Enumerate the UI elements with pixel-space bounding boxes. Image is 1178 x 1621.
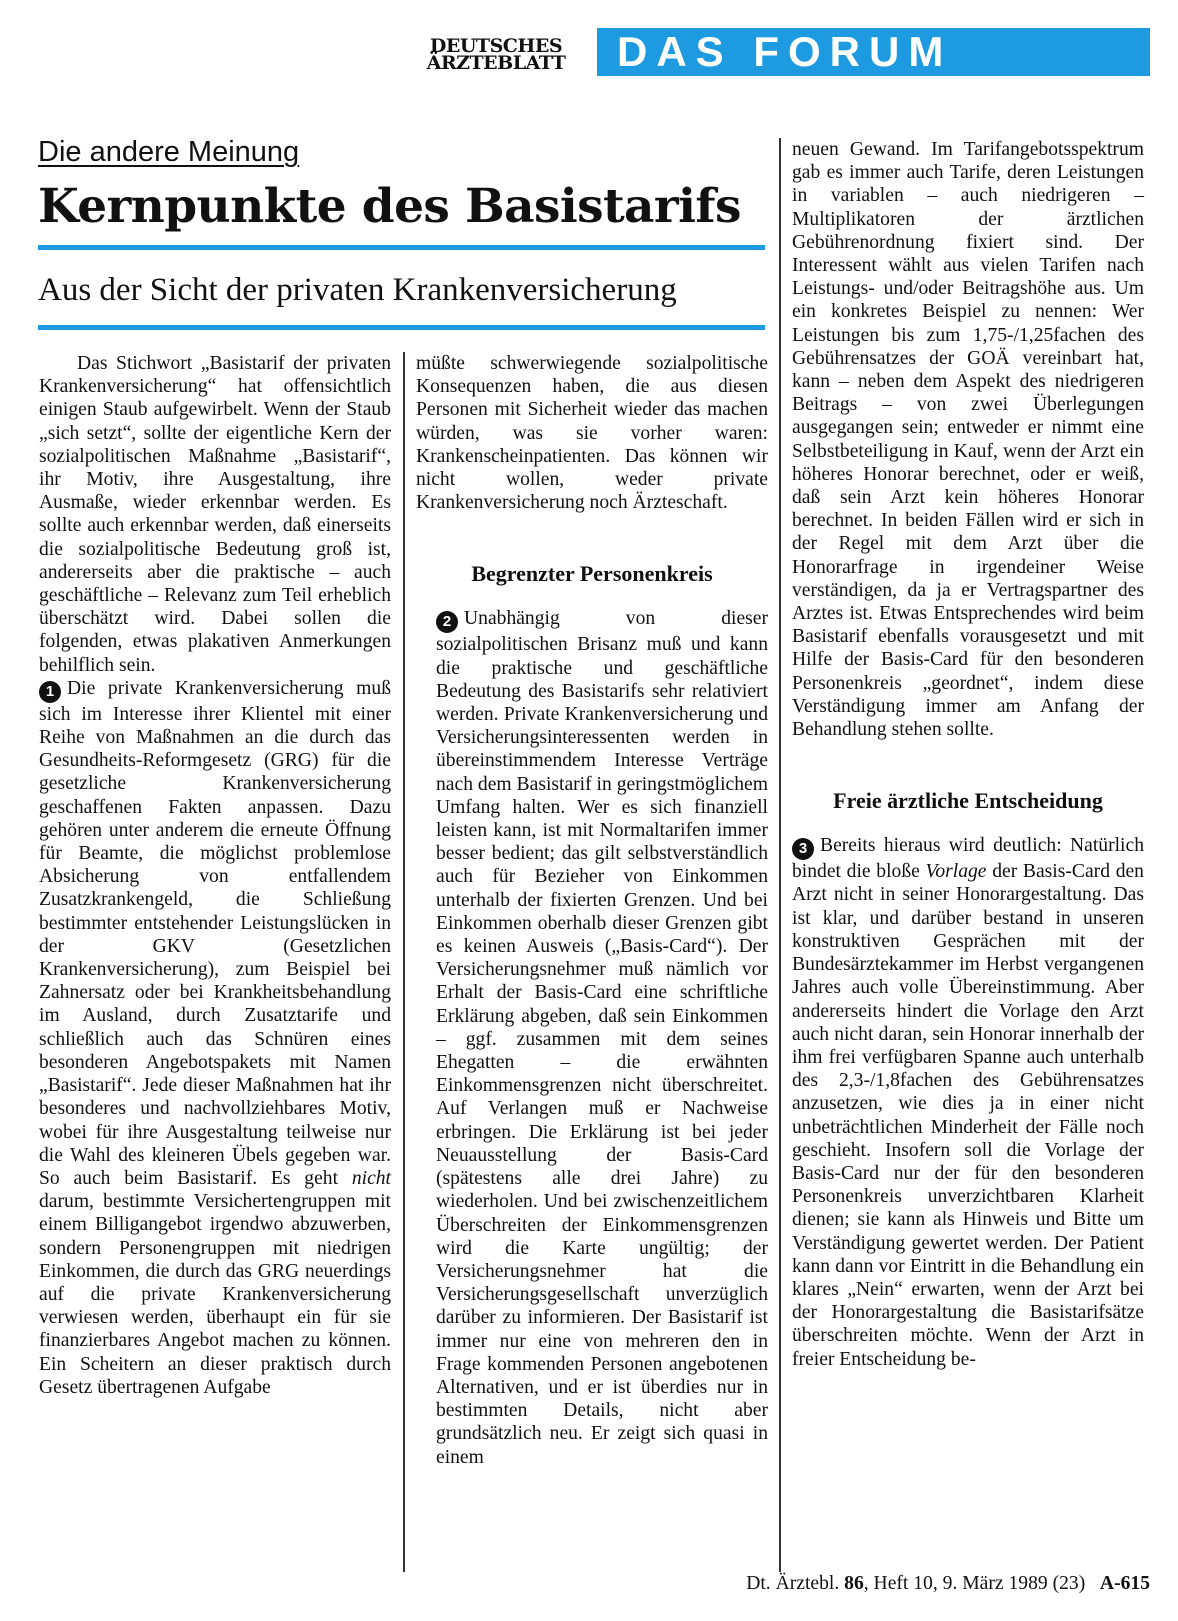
article-subhead: Aus der Sicht der privaten Krankenversicherung	[38, 272, 677, 308]
emphasis: Vorlage	[925, 861, 987, 883]
logo-line-2: ÄRZTEBLATT	[426, 52, 566, 74]
subhead-rule	[38, 325, 765, 330]
text-column-2	[416, 352, 768, 1469]
footer-journal: Dt. Ärztebl.	[746, 1573, 840, 1594]
text-column-1	[39, 352, 391, 1399]
column-divider	[403, 352, 405, 1572]
number-badge: 2	[436, 611, 458, 633]
article-headline: Kernpunkte des Basistarifs	[38, 179, 741, 234]
text-column-3	[792, 138, 1144, 1371]
paragraph	[792, 834, 1144, 1370]
paragraph	[39, 677, 391, 1399]
emphasis: nicht	[351, 1167, 392, 1189]
paragraph-text: der Basis-Card den Arzt nicht in seiner Honorargestaltung. Das ist klar, und darüber bestand in unseren konstruktiven Gesprächen mit der Bundesärztekammer im Herbst vergangenen Jahres auch volle Übereinstimmung. Aber andererseits hindert die Vorlage den Arzt auch nicht daran, sein Honorar innerhalb der ihm frei verfügbaren Spanne auch unterhalb des 2,3-/1,8fachen des Gebührensatzes anzusetzen, wie dies ja in einer nicht unbeträchtlichen Minderheit der Fälle noch geschieht. Insofern soll die Vorlage der Basis-Card nur der für den besonderen Personenkreis unverzichtbaren Klarheit dienen; sie kann als Hinweis und Bitte um Verständigung gewertet werden. Der Patient kann dann vor Eintritt in die Behandlung ein klares „Nein“ erwarten, wenn der Arzt bei der Honorargestaltung die Basistarifsätze überschreiten möchte. Wenn der Arzt in freier Entscheidung be-	[792, 861, 1144, 1370]
paragraph-text: Die private Krankenversicherung muß sich im Interesse ihrer Klientel mit einer Reihe von Maßnahmen an die durch das Gesundheits-Reformgesetz (GRG) für die gesetzliche Krankenversicherung geschaffenen Fakten anpassen. Dazu gehören unter anderem die erneute Öffnung für Beamte, die möglichst problemlose Absicherung von entfallendem Zusatzkrankengeld, die Schließung bestimmter entstehender Leistungslücken in der GKV (Gesetzlichen Krankenversicherung), zum Beispiel bei Zahnersatz oder bei Krankheitsbehandlung im Ausland, durch Zusatztarife und schließlich auch das Schnüren eines besonderen Angebotspakets mit Namen „Basistarif“. Jede dieser Maßnahmen hat ihr besonderes und nachvollziehbares Motiv, wobei für ihre Ausgestaltung teilweise nur die Wahl des kleineren Übels gegeben war. So auch beim Basistarif. Es geht	[39, 677, 391, 1189]
number-badge: 3	[792, 838, 814, 860]
paragraph-text: Unabhängig von dieser sozialpolitischen Brisanz muß und kann die praktische und geschäftliche Bedeutung des Basistarifs sehr relativiert werden. Private Krankenversicherung und Versicherungsinteressenten werden in übereinstimmendem Interesse Verträge nach dem Basistarif in geringstmöglichem Umfang halten. Wer es sich finanziell leisten kann, ist mit Normaltarifen immer besser bedient; das gilt selbstverständlich auch für Bezieher von Einkommen unterhalb der fixierten Grenzen. Und bei Einkommen oberhalb dieser Grenzen gibt es keinen Ausweis („Basis-Card“). Der Versicherungsnehmer muß nämlich vor Erhalt der Basis-Card eine schriftliche Erklärung abgeben, daß sein Einkommen – ggf. zusammen mit dem seines Ehegatten – die erwähnten Einkommensgrenzen nicht überschreitet. Auf Verlangen muß er Nachweise erbringen. Die Erklärung ist bei jeder Neuausstellung der Basis-Card (spätestens alle drei Jahre) zu wiederholen. Und bei zwischenzeitlichem Überschreiten der Einkommensgrenzen wird die Karte ungültig; der Versicherungsnehmer hat die Versicherungsgesellschaft unverzüglich darüber zu informieren. Der Basistarif ist immer nur eine von mehreren den in Frage kommenden Personen angebotenen Alternativen, und er ist überdies nur in bestimmten Details, nicht aber grundsätzlich neu. Er zeigt sich quasi in einem	[436, 608, 768, 1468]
journal-logo	[410, 35, 582, 74]
section-heading: Begrenzter Personenkreis	[471, 561, 713, 587]
article-kicker: Die andere Meinung	[38, 136, 300, 168]
paragraph: müßte schwerwiegende sozialpolitische Konsequenzen haben, die aus diesen Personen mit Sicherheit wieder das machen würden, was sie vorher waren: Krankenscheinpatienten. Das können wir nicht wollen, weder private Krankenversicherung noch Ärzteschaft.	[416, 353, 768, 514]
paragraph-text: Bereits hieraus wird deutlich: Natürlich bindet die bloße	[792, 835, 1144, 883]
paragraph: Das Stichwort „Basistarif der privaten Krankenversicherung“ hat offensichtlich einigen Staub aufgewirbelt. Wenn der Staub „sich setzt“, sollte der eigentliche Kern der sozialpolitischen Maßnahme „Basistarif“, ihr Motiv, ihre Ausgestaltung, ihre Ausmaße, wieder erkennbar werden. Es sollte auch erkennbar werden, daß einerseits die sozialpolitische Bedeutung groß ist, andererseits aber die praktische – auch geschäftliche – Relevanz zum Teil erheblich überschätzt wird. Dabei sollen die folgenden, etwas plakativen Anmerkungen behilflich sein.	[39, 353, 391, 676]
page-footer	[746, 1572, 1150, 1596]
footer-issue: , Heft 10, 9. März 1989 (23)	[863, 1573, 1086, 1594]
logo-line-1: DEUTSCHES	[429, 35, 563, 57]
column-divider	[779, 138, 781, 1572]
footer-volume: 86	[844, 1573, 864, 1594]
headline-rule	[38, 245, 765, 250]
paragraph: neuen Gewand. Im Tarifangebotsspektrum gab es immer auch Tarife, deren Leistungen in variablen – auch niedrigeren – Multiplikatoren der ärztlichen Gebührenordnung fixiert sind. Der Interessent wählt aus vielen Tarifen nach Leistungs- und/oder Beitragshöhe aus. Um ein konkretes Beispiel zu nennen: Wer Leistungen bis zum 1,75-/1,25fachen des Gebührensatzes der GOÄ vereinbart hat, kann – neben dem Aspekt des niedrigeren Beitrags – von zwei Überlegungen ausgegangen sein; entweder er nimmt eine Selbstbeteiligung in Kauf, wenn der Arzt ein höheres Honorar berechnet, oder er weiß, daß sein Arzt kein höheres Honorar berechnet. In beiden Fällen wird er sich in der Regel mit dem Arzt über die Honorarfrage in irgendeiner Weise verständigen, da ja er Vertragspartner des Arztes ist. Etwas Entsprechendes wird beim Basistarif ebenfalls vorausgesetzt und mit Hilfe der Basis-Card für den besonderen Personenkreis „geordnet“, indem diese Verständigung immer am Anfang der Behandlung stehen sollte.	[792, 139, 1144, 741]
paragraph-text: darum, bestimmte Versichertengruppen mit einem Billigangebot irgendwo abzuwerben, sondern Personengruppen mit niedrigen Einkommen, die durch das GRG neuerdings auf die private Krankenversicherung verwiesen werden, überhaupt ein für sie finanzierbares Angebot machen zu können. Ein Scheitern an dieser praktisch durch Gesetz übertragenen Aufgabe	[39, 1191, 391, 1398]
section-heading: Freie ärztliche Entscheidung	[833, 788, 1103, 814]
paragraph	[416, 607, 768, 1468]
number-badge: 1	[39, 681, 61, 703]
page-number: A-615	[1099, 1573, 1150, 1594]
section-banner: DAS FORUM	[597, 28, 1150, 76]
